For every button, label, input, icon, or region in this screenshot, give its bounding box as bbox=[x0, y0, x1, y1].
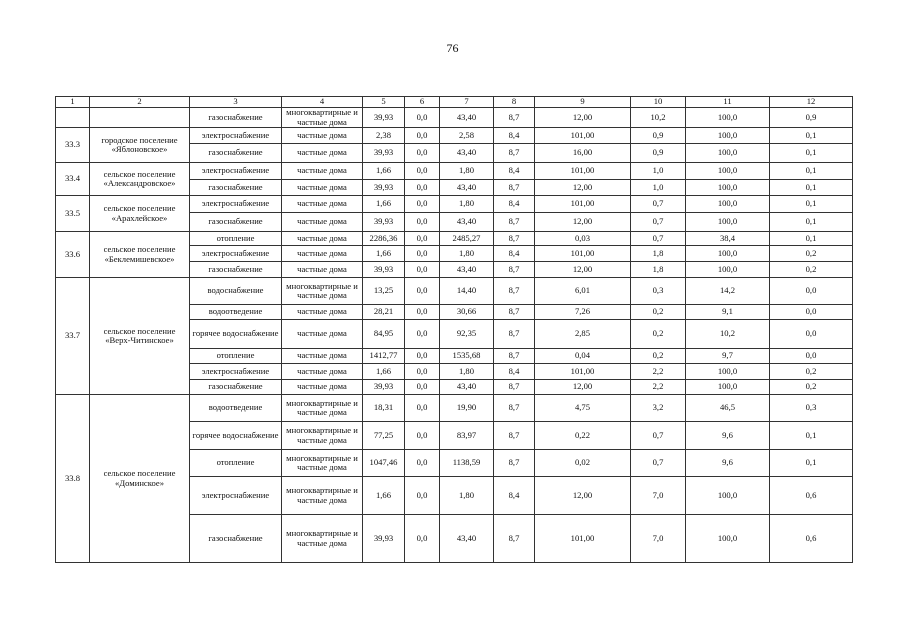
value-cell: 100,0 bbox=[686, 144, 770, 163]
value-cell: 0,9 bbox=[631, 128, 686, 144]
header-cell: 1 bbox=[56, 97, 90, 108]
value-cell: 0,7 bbox=[631, 196, 686, 213]
service-cell: газоснабжение bbox=[190, 380, 282, 395]
housing-type-cell: многоквартирные и частные дома bbox=[282, 422, 363, 450]
value-cell: 0,0 bbox=[405, 364, 440, 380]
value-cell: 1,0 bbox=[631, 180, 686, 196]
settlement-code: 33.4 bbox=[56, 163, 90, 196]
value-cell: 39,93 bbox=[363, 180, 405, 196]
value-cell: 46,5 bbox=[686, 395, 770, 422]
value-cell: 2286,36 bbox=[363, 232, 405, 246]
value-cell: 100,0 bbox=[686, 108, 770, 128]
value-cell: 0,1 bbox=[770, 450, 853, 477]
value-cell: 8,7 bbox=[494, 515, 535, 563]
value-cell: 0,1 bbox=[770, 163, 853, 180]
value-cell: 43,40 bbox=[440, 380, 494, 395]
service-cell: электроснабжение bbox=[190, 246, 282, 262]
table-row bbox=[56, 196, 853, 213]
value-cell: 1,8 bbox=[631, 246, 686, 262]
value-cell: 12,00 bbox=[535, 380, 631, 395]
value-cell: 0,1 bbox=[770, 422, 853, 450]
housing-type-cell: частные дома bbox=[282, 213, 363, 232]
value-cell: 100,0 bbox=[686, 380, 770, 395]
value-cell: 0,0 bbox=[405, 180, 440, 196]
value-cell: 0,0 bbox=[405, 349, 440, 364]
value-cell: 9,1 bbox=[686, 305, 770, 320]
value-cell: 0,0 bbox=[405, 515, 440, 563]
value-cell: 0,0 bbox=[405, 477, 440, 515]
value-cell: 0,1 bbox=[770, 180, 853, 196]
value-cell: 39,93 bbox=[363, 515, 405, 563]
value-cell: 10,2 bbox=[686, 320, 770, 349]
table-body bbox=[56, 97, 853, 563]
value-cell: 0,0 bbox=[770, 349, 853, 364]
page-number: 76 bbox=[446, 41, 459, 55]
value-cell: 0,0 bbox=[405, 278, 440, 305]
value-cell: 8,7 bbox=[494, 108, 535, 128]
value-cell: 2485,27 bbox=[440, 232, 494, 246]
settlement-code: 33.5 bbox=[56, 196, 90, 232]
value-cell: 12,00 bbox=[535, 477, 631, 515]
service-cell: водоотведение bbox=[190, 395, 282, 422]
value-cell: 8,4 bbox=[494, 364, 535, 380]
value-cell: 1,8 bbox=[631, 262, 686, 278]
value-cell: 12,00 bbox=[535, 180, 631, 196]
settlement-name bbox=[90, 108, 190, 128]
value-cell: 1535,68 bbox=[440, 349, 494, 364]
value-cell: 0,1 bbox=[770, 128, 853, 144]
value-cell: 1047,46 bbox=[363, 450, 405, 477]
value-cell: 0,0 bbox=[405, 144, 440, 163]
value-cell: 28,21 bbox=[363, 305, 405, 320]
settlement-code: 33.8 bbox=[56, 395, 90, 563]
value-cell: 7,26 bbox=[535, 305, 631, 320]
value-cell: 6,01 bbox=[535, 278, 631, 305]
value-cell: 8,4 bbox=[494, 246, 535, 262]
value-cell: 2,2 bbox=[631, 380, 686, 395]
value-cell: 83,97 bbox=[440, 422, 494, 450]
service-cell: электроснабжение bbox=[190, 477, 282, 515]
value-cell: 8,7 bbox=[494, 380, 535, 395]
value-cell: 0,03 bbox=[535, 232, 631, 246]
value-cell: 0,2 bbox=[631, 320, 686, 349]
value-cell: 100,0 bbox=[686, 196, 770, 213]
value-cell: 1,66 bbox=[363, 196, 405, 213]
value-cell: 14,40 bbox=[440, 278, 494, 305]
value-cell: 100,0 bbox=[686, 262, 770, 278]
value-cell: 19,90 bbox=[440, 395, 494, 422]
value-cell: 0,7 bbox=[631, 213, 686, 232]
value-cell: 43,40 bbox=[440, 213, 494, 232]
value-cell: 0,0 bbox=[405, 380, 440, 395]
value-cell: 0,9 bbox=[770, 108, 853, 128]
value-cell: 0,0 bbox=[770, 305, 853, 320]
value-cell: 8,7 bbox=[494, 180, 535, 196]
value-cell: 8,7 bbox=[494, 305, 535, 320]
value-cell: 0,2 bbox=[770, 364, 853, 380]
value-cell: 7,0 bbox=[631, 515, 686, 563]
service-cell: водоотведение bbox=[190, 305, 282, 320]
value-cell: 0,2 bbox=[770, 380, 853, 395]
value-cell: 77,25 bbox=[363, 422, 405, 450]
service-cell: отопление bbox=[190, 232, 282, 246]
value-cell: 8,4 bbox=[494, 477, 535, 515]
settlement-name: сельское поселение «Арахлейское» bbox=[90, 196, 190, 232]
value-cell: 100,0 bbox=[686, 515, 770, 563]
value-cell: 8,7 bbox=[494, 450, 535, 477]
header-cell: 9 bbox=[535, 97, 631, 108]
value-cell: 16,00 bbox=[535, 144, 631, 163]
value-cell: 9,6 bbox=[686, 450, 770, 477]
housing-type-cell: частные дома bbox=[282, 128, 363, 144]
header-cell: 6 bbox=[405, 97, 440, 108]
value-cell: 1,80 bbox=[440, 196, 494, 213]
value-cell: 14,2 bbox=[686, 278, 770, 305]
value-cell: 39,93 bbox=[363, 213, 405, 232]
value-cell: 8,4 bbox=[494, 196, 535, 213]
settlement-name: городское поселение «Яблоновское» bbox=[90, 128, 190, 163]
value-cell: 2,58 bbox=[440, 128, 494, 144]
value-cell: 1,80 bbox=[440, 477, 494, 515]
housing-type-cell: многоквартирные и частные дома bbox=[282, 395, 363, 422]
value-cell: 0,2 bbox=[631, 305, 686, 320]
value-cell: 100,0 bbox=[686, 163, 770, 180]
housing-type-cell: частные дома bbox=[282, 232, 363, 246]
value-cell: 101,00 bbox=[535, 515, 631, 563]
value-cell: 0,6 bbox=[770, 515, 853, 563]
table-row bbox=[56, 108, 853, 128]
value-cell: 0,2 bbox=[631, 349, 686, 364]
header-row bbox=[56, 97, 853, 108]
value-cell: 100,0 bbox=[686, 477, 770, 515]
value-cell: 13,25 bbox=[363, 278, 405, 305]
service-cell: горячее водоснабжение bbox=[190, 320, 282, 349]
value-cell: 18,31 bbox=[363, 395, 405, 422]
value-cell: 101,00 bbox=[535, 196, 631, 213]
value-cell: 0,0 bbox=[405, 232, 440, 246]
service-cell: газоснабжение bbox=[190, 180, 282, 196]
value-cell: 0,04 bbox=[535, 349, 631, 364]
value-cell: 101,00 bbox=[535, 163, 631, 180]
value-cell: 0,9 bbox=[631, 144, 686, 163]
value-cell: 0,0 bbox=[405, 422, 440, 450]
value-cell: 0,1 bbox=[770, 232, 853, 246]
service-cell: газоснабжение bbox=[190, 108, 282, 128]
value-cell: 1,66 bbox=[363, 246, 405, 262]
value-cell: 1,80 bbox=[440, 163, 494, 180]
service-cell: водоснабжение bbox=[190, 278, 282, 305]
value-cell: 0,1 bbox=[770, 213, 853, 232]
value-cell: 39,93 bbox=[363, 380, 405, 395]
service-cell: горячее водоснабжение bbox=[190, 422, 282, 450]
value-cell: 84,95 bbox=[363, 320, 405, 349]
value-cell: 101,00 bbox=[535, 364, 631, 380]
value-cell: 4,75 bbox=[535, 395, 631, 422]
header-cell: 2 bbox=[90, 97, 190, 108]
settlement-code: 33.6 bbox=[56, 232, 90, 278]
housing-type-cell: частные дома bbox=[282, 163, 363, 180]
value-cell: 92,35 bbox=[440, 320, 494, 349]
value-cell: 0,1 bbox=[770, 196, 853, 213]
value-cell: 100,0 bbox=[686, 364, 770, 380]
value-cell: 7,0 bbox=[631, 477, 686, 515]
value-cell: 1,66 bbox=[363, 477, 405, 515]
value-cell: 1,66 bbox=[363, 163, 405, 180]
value-cell: 8,7 bbox=[494, 349, 535, 364]
housing-type-cell: многоквартирные и частные дома bbox=[282, 278, 363, 305]
value-cell: 8,7 bbox=[494, 232, 535, 246]
value-cell: 0,7 bbox=[631, 450, 686, 477]
value-cell: 0,2 bbox=[770, 262, 853, 278]
housing-type-cell: частные дома bbox=[282, 144, 363, 163]
service-cell: газоснабжение bbox=[190, 213, 282, 232]
header-cell: 8 bbox=[494, 97, 535, 108]
value-cell: 30,66 bbox=[440, 305, 494, 320]
value-cell: 0,22 bbox=[535, 422, 631, 450]
value-cell: 8,4 bbox=[494, 163, 535, 180]
service-cell: электроснабжение bbox=[190, 196, 282, 213]
value-cell: 0,3 bbox=[770, 395, 853, 422]
settlement-code bbox=[56, 108, 90, 128]
table-row bbox=[56, 395, 853, 422]
service-cell: газоснабжение bbox=[190, 515, 282, 563]
value-cell: 0,0 bbox=[405, 246, 440, 262]
value-cell: 101,00 bbox=[535, 246, 631, 262]
value-cell: 0,0 bbox=[405, 163, 440, 180]
value-cell: 0,7 bbox=[631, 232, 686, 246]
value-cell: 1,80 bbox=[440, 246, 494, 262]
value-cell: 8,7 bbox=[494, 213, 535, 232]
value-cell: 1412,77 bbox=[363, 349, 405, 364]
service-cell: электроснабжение bbox=[190, 364, 282, 380]
table-row bbox=[56, 163, 853, 180]
value-cell: 8,7 bbox=[494, 262, 535, 278]
value-cell: 2,85 bbox=[535, 320, 631, 349]
housing-type-cell: многоквартирные и частные дома bbox=[282, 450, 363, 477]
service-cell: электроснабжение bbox=[190, 128, 282, 144]
value-cell: 12,00 bbox=[535, 262, 631, 278]
value-cell: 8,7 bbox=[494, 422, 535, 450]
service-cell: газоснабжение bbox=[190, 262, 282, 278]
value-cell: 9,7 bbox=[686, 349, 770, 364]
housing-type-cell: частные дома bbox=[282, 349, 363, 364]
housing-type-cell: частные дома bbox=[282, 262, 363, 278]
housing-type-cell: частные дома bbox=[282, 380, 363, 395]
settlement-code: 33.7 bbox=[56, 278, 90, 395]
value-cell: 0,3 bbox=[631, 278, 686, 305]
table-row bbox=[56, 278, 853, 305]
value-cell: 0,0 bbox=[405, 128, 440, 144]
service-cell: отопление bbox=[190, 349, 282, 364]
value-cell: 8,7 bbox=[494, 144, 535, 163]
value-cell: 0,0 bbox=[405, 213, 440, 232]
housing-type-cell: частные дома bbox=[282, 246, 363, 262]
value-cell: 43,40 bbox=[440, 262, 494, 278]
table-row bbox=[56, 128, 853, 144]
value-cell: 100,0 bbox=[686, 213, 770, 232]
housing-type-cell: частные дома bbox=[282, 364, 363, 380]
value-cell: 39,93 bbox=[363, 108, 405, 128]
value-cell: 0,0 bbox=[405, 196, 440, 213]
value-cell: 43,40 bbox=[440, 515, 494, 563]
housing-type-cell: многоквартирные и частные дома bbox=[282, 477, 363, 515]
value-cell: 0,0 bbox=[405, 450, 440, 477]
value-cell: 100,0 bbox=[686, 246, 770, 262]
service-cell: газоснабжение bbox=[190, 144, 282, 163]
header-cell: 3 bbox=[190, 97, 282, 108]
value-cell: 0,0 bbox=[405, 108, 440, 128]
value-cell: 0,6 bbox=[770, 477, 853, 515]
service-cell: электроснабжение bbox=[190, 163, 282, 180]
header-cell: 7 bbox=[440, 97, 494, 108]
value-cell: 101,00 bbox=[535, 128, 631, 144]
housing-type-cell: частные дома bbox=[282, 196, 363, 213]
table-row bbox=[56, 232, 853, 246]
settlement-name: сельское поселение «Верх-Читинское» bbox=[90, 278, 190, 395]
value-cell: 0,02 bbox=[535, 450, 631, 477]
housing-type-cell: частные дома bbox=[282, 320, 363, 349]
value-cell: 39,93 bbox=[363, 262, 405, 278]
data-table bbox=[55, 96, 853, 563]
value-cell: 0,7 bbox=[631, 422, 686, 450]
value-cell: 12,00 bbox=[535, 213, 631, 232]
value-cell: 8,7 bbox=[494, 395, 535, 422]
housing-type-cell: многоквартирные и частные дома bbox=[282, 108, 363, 128]
value-cell: 0,2 bbox=[770, 246, 853, 262]
value-cell: 43,40 bbox=[440, 108, 494, 128]
service-cell: отопление bbox=[190, 450, 282, 477]
value-cell: 8,7 bbox=[494, 278, 535, 305]
value-cell: 2,38 bbox=[363, 128, 405, 144]
settlement-name: сельское поселение «Александровское» bbox=[90, 163, 190, 196]
value-cell: 9,6 bbox=[686, 422, 770, 450]
value-cell: 0,0 bbox=[405, 395, 440, 422]
value-cell: 100,0 bbox=[686, 128, 770, 144]
value-cell: 1,80 bbox=[440, 364, 494, 380]
value-cell: 38,4 bbox=[686, 232, 770, 246]
housing-type-cell: многоквартирные и частные дома bbox=[282, 515, 363, 563]
value-cell: 100,0 bbox=[686, 180, 770, 196]
value-cell: 12,00 bbox=[535, 108, 631, 128]
value-cell: 8,4 bbox=[494, 128, 535, 144]
value-cell: 0,0 bbox=[405, 320, 440, 349]
value-cell: 0,0 bbox=[405, 305, 440, 320]
settlement-name: сельское поселение «Беклемишевское» bbox=[90, 232, 190, 278]
value-cell: 10,2 bbox=[631, 108, 686, 128]
value-cell: 43,40 bbox=[440, 144, 494, 163]
value-cell: 0,1 bbox=[770, 144, 853, 163]
housing-type-cell: частные дома bbox=[282, 305, 363, 320]
value-cell: 0,0 bbox=[405, 262, 440, 278]
header-cell: 4 bbox=[282, 97, 363, 108]
value-cell: 3,2 bbox=[631, 395, 686, 422]
housing-type-cell: частные дома bbox=[282, 180, 363, 196]
value-cell: 1138,59 bbox=[440, 450, 494, 477]
header-cell: 10 bbox=[631, 97, 686, 108]
value-cell: 8,7 bbox=[494, 320, 535, 349]
settlement-name: сельское поселение «Доминское» bbox=[90, 395, 190, 563]
value-cell: 39,93 bbox=[363, 144, 405, 163]
value-cell: 1,0 bbox=[631, 163, 686, 180]
header-cell: 5 bbox=[363, 97, 405, 108]
value-cell: 0,0 bbox=[770, 320, 853, 349]
header-cell: 12 bbox=[770, 97, 853, 108]
header-cell: 11 bbox=[686, 97, 770, 108]
value-cell: 43,40 bbox=[440, 180, 494, 196]
settlement-code: 33.3 bbox=[56, 128, 90, 163]
value-cell: 1,66 bbox=[363, 364, 405, 380]
value-cell: 2,2 bbox=[631, 364, 686, 380]
value-cell: 0,0 bbox=[770, 278, 853, 305]
